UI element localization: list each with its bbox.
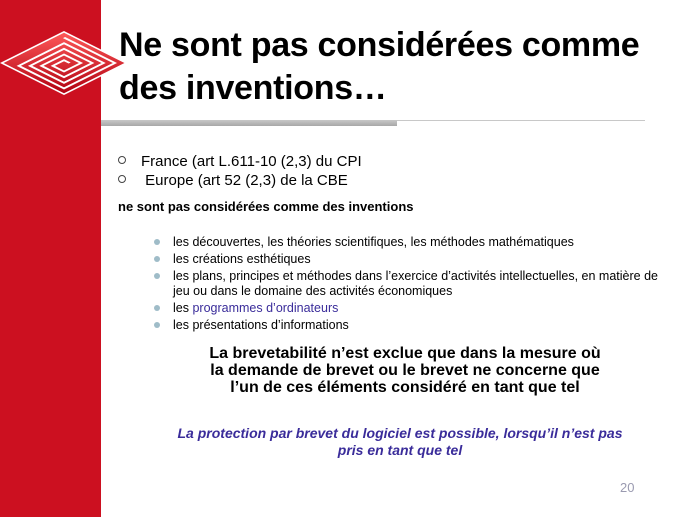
dot-bullet-icon bbox=[154, 239, 160, 245]
dot-bullet-icon bbox=[154, 256, 160, 262]
list-item bbox=[154, 301, 674, 316]
protection-note bbox=[110, 425, 689, 459]
legal-sources-list bbox=[118, 152, 362, 190]
title-underline-rule bbox=[397, 120, 645, 121]
source-item-france bbox=[118, 152, 362, 171]
spiral-logo-icon bbox=[0, 22, 128, 104]
conclusion-line: la demande de brevet ou le brevet ne concerne que bbox=[210, 362, 600, 379]
source-item-europe bbox=[118, 171, 362, 190]
slide-title bbox=[119, 24, 684, 110]
title-underline-bar bbox=[101, 120, 397, 126]
ring-bullet-icon bbox=[118, 156, 126, 164]
page-number: 20 bbox=[620, 480, 635, 495]
protection-line: La protection par brevet du logiciel est possible, lorsqu’il n’est pas bbox=[177, 425, 623, 441]
dot-bullet-icon bbox=[154, 273, 160, 279]
list-item bbox=[154, 318, 674, 333]
dot-bullet-icon bbox=[154, 305, 160, 311]
exclusion-text: les présentations d’informations bbox=[173, 318, 349, 332]
title-line-1: Ne sont pas considérées comme bbox=[119, 26, 640, 64]
list-item bbox=[154, 252, 674, 267]
dot-bullet-icon bbox=[154, 322, 160, 328]
conclusion-line: l’un de ces éléments considéré en tant que tel bbox=[230, 379, 580, 396]
list-item bbox=[154, 269, 674, 299]
conclusion-text bbox=[150, 345, 660, 396]
exclusion-text: les plans, principes et méthodes dans l’exercice d’activités intellectuelles, en matière de jeu ou dans le domaine des activités économiques bbox=[173, 269, 658, 298]
title-line-2: des inventions… bbox=[119, 69, 387, 107]
highlighted-term: programmes d’ordinateurs bbox=[192, 301, 339, 315]
exclusion-text: les découvertes, les théories scientifiques, les méthodes mathématiques bbox=[173, 235, 574, 249]
exclusion-text: les créations esthétiques bbox=[173, 252, 311, 266]
exclusion-prefix: les bbox=[173, 301, 193, 315]
subheading: ne sont pas considérées comme des inventions bbox=[118, 199, 414, 214]
conclusion-line: La brevetabilité n’est exclue que dans la mesure où bbox=[209, 345, 601, 362]
exclusions-list bbox=[154, 235, 674, 335]
source-text: Europe (art 52 (2,3) de la CBE bbox=[141, 172, 348, 189]
source-text: France (art L.611-10 (2,3) du CPI bbox=[141, 153, 362, 170]
ring-bullet-icon bbox=[118, 175, 126, 183]
list-item bbox=[154, 235, 674, 250]
protection-line: pris en tant que tel bbox=[337, 442, 463, 458]
